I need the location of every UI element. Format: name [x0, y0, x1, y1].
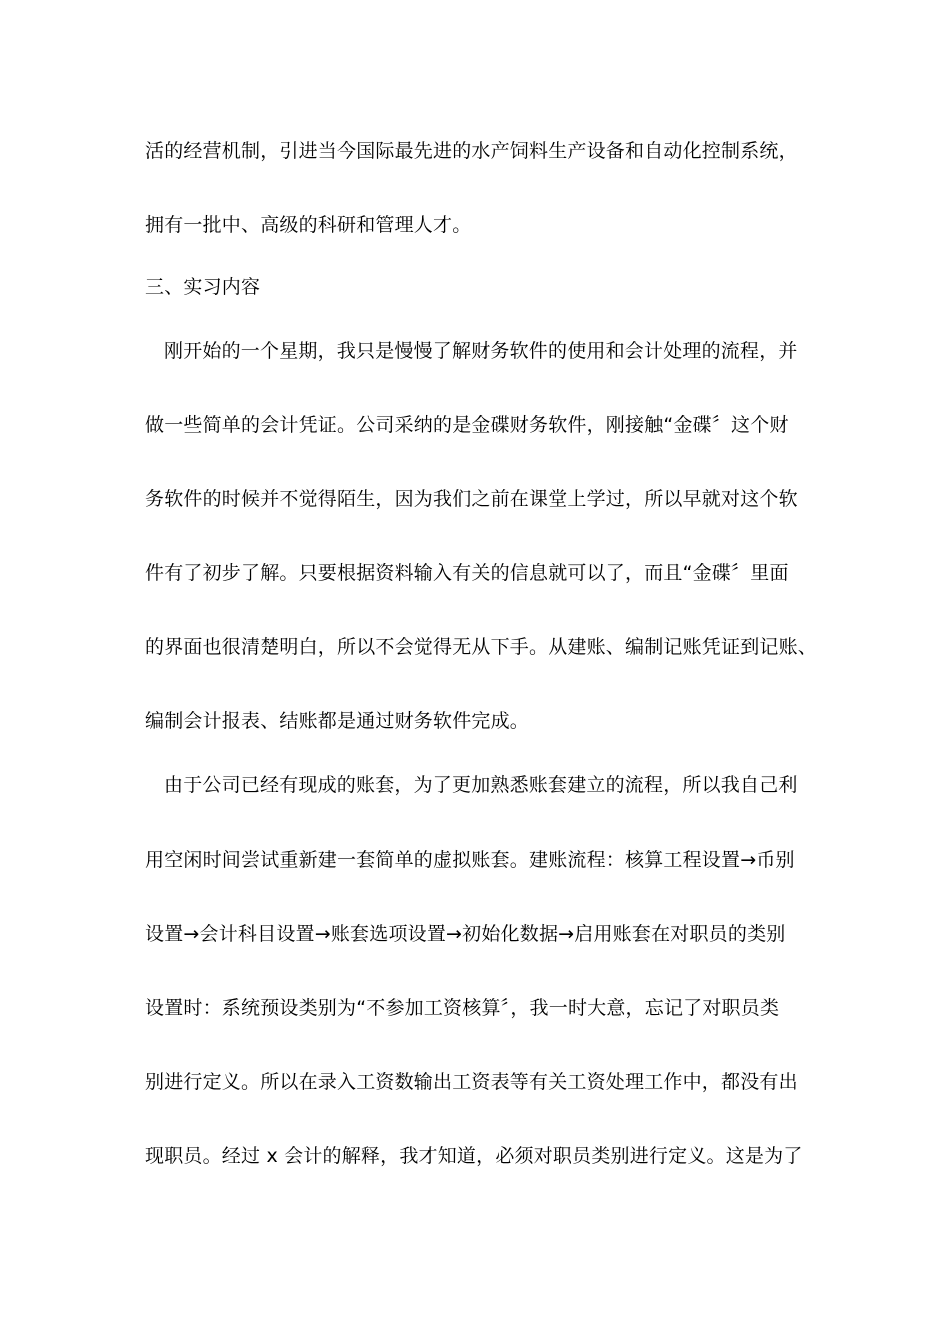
text-line: 现职员。经过 x 会计的解释，我才知道，必须对职员类别进行定义。这是为了 — [145, 1145, 803, 1167]
text-line: 务软件的时候并不觉得陌生，因为我们之前在课堂上学过，所以早就对这个软 — [145, 488, 798, 510]
text-line: 别进行定义。所以在录入工资数输出工资表等有关工资处理工作中，都没有出 — [145, 1071, 798, 1093]
text-line: 件有了初步了解。只要根据资料输入有关的信息就可以了，而且“金碟〞里面 — [145, 562, 789, 584]
text-line: 刚开始的一个星期，我只是慢慢了解财务软件的使用和会计处理的流程，并 — [164, 340, 798, 362]
text-line: 设置→会计科目设置→账套选项设置→初始化数据→启用账套在对职员的类别 — [145, 923, 786, 945]
text-line: 做一些简单的会计凭证。公司采纳的是金碟财务软件，刚接触“金碟〞这个财 — [145, 414, 789, 436]
section-heading: 三、实习内容 — [145, 276, 261, 298]
text-line: 设置时：系统预设类别为“不参加工资核算〞，我一时大意，忘记了对职员类 — [145, 997, 780, 1019]
text-line: 编制会计报表、结账都是通过财务软件完成。 — [145, 710, 530, 732]
text-line: 活的经营机制，引进当今国际最先进的水产饲料生产设备和自动化控制系统， — [145, 140, 798, 162]
text-line: 的界面也很清楚明白，所以不会觉得无从下手。从建账、编制记账凭证到记账、 — [145, 636, 818, 658]
text-line: 由于公司已经有现成的账套，为了更加熟悉账套建立的流程，所以我自己利 — [164, 774, 798, 796]
text-line: 用空闲时间尝试重新建一套简单的虚拟账套。建账流程：核算工程设置→币别 — [145, 849, 795, 871]
text-line: 拥有一批中、高级的科研和管理人才。 — [145, 214, 472, 236]
